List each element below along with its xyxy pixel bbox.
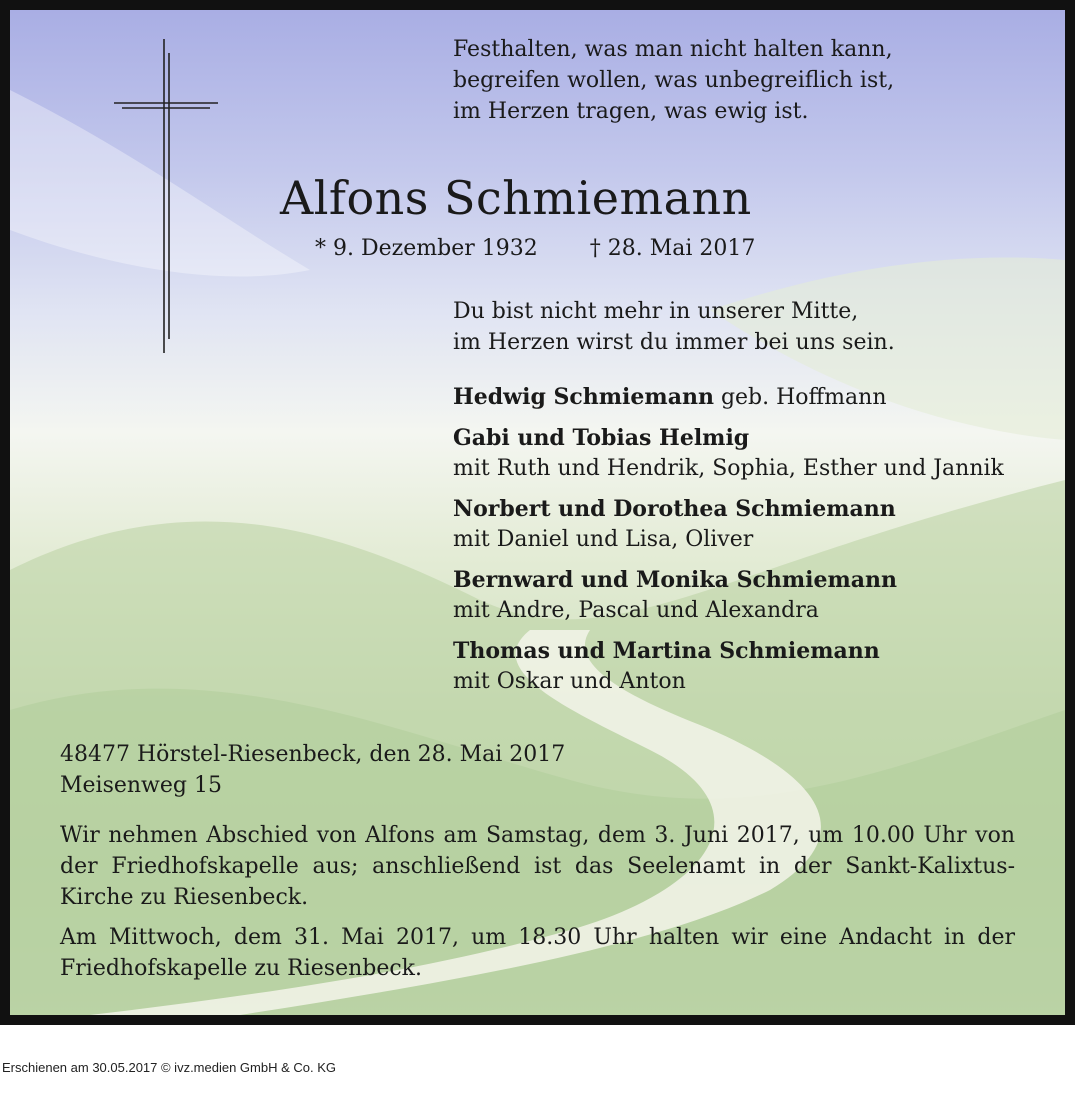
publication-footer: Erschienen am 30.05.2017 © ivz.medien GmbH & Co. KG xyxy=(2,1060,337,1075)
mourner-children: mit Daniel und Lisa, Oliver xyxy=(453,527,754,552)
verse-line: Du bist nicht mehr in unserer Mitte, xyxy=(453,299,859,324)
verse xyxy=(453,296,895,358)
verse-line: im Herzen wirst du immer bei uns sein. xyxy=(453,330,895,355)
mourner-entry xyxy=(453,636,1004,698)
street-address: Meisenweg 15 xyxy=(60,773,222,798)
mourner-children: mit Oskar und Anton xyxy=(453,669,686,694)
motto xyxy=(453,34,894,127)
funeral-info: Wir nehmen Abschied von Alfons am Samstag, dem 3. Juni 2017, um 10.00 Uhr von der Friedhofskapelle aus; anschließend ist das Seelenamt in der Sankt-Kalixtus-Kirche zu Riesenbeck. xyxy=(60,823,1015,910)
death-date: † 28. Mai 2017 xyxy=(589,236,756,261)
birth-date: * 9. Dezember 1932 xyxy=(315,236,538,261)
mourner-entry xyxy=(453,382,1004,414)
mourner-maiden-name: geb. Hoffmann xyxy=(713,385,887,410)
mourner-name: Thomas und Martina Schmiemann xyxy=(453,637,880,664)
motto-line: begreifen wollen, was unbegreiflich ist, xyxy=(453,68,895,93)
mourner-name: Gabi und Tobias Helmig xyxy=(453,424,750,451)
deceased-name: Alfons Schmiemann xyxy=(280,171,752,225)
address-block xyxy=(60,739,565,801)
mourners-list xyxy=(453,382,1004,707)
mourner-children: mit Ruth und Hendrik, Sophia, Esther und Jannik xyxy=(453,456,1004,481)
devotion-info: Am Mittwoch, dem 31. Mai 2017, um 18.30 Uhr halten wir eine Andacht in der Friedhofskapelle zu Riesenbeck. xyxy=(60,925,1015,981)
mourner-children: mit Andre, Pascal und Alexandra xyxy=(453,598,819,623)
mourner-entry xyxy=(453,565,1004,627)
mourner-entry xyxy=(453,494,1004,556)
motto-line: Festhalten, was man nicht halten kann, xyxy=(453,37,893,62)
mourner-name: Norbert und Dorothea Schmiemann xyxy=(453,495,896,522)
motto-line: im Herzen tragen, was ewig ist. xyxy=(453,99,809,124)
life-dates xyxy=(315,234,755,264)
mourner-name: Bernward und Monika Schmiemann xyxy=(453,566,898,593)
place-and-date: 48477 Hörstel-Riesenbeck, den 28. Mai 2017 xyxy=(60,742,566,767)
mourner-name: Hedwig Schmiemann xyxy=(453,384,714,410)
cross-icon xyxy=(114,39,218,353)
mourner-entry xyxy=(453,423,1004,485)
